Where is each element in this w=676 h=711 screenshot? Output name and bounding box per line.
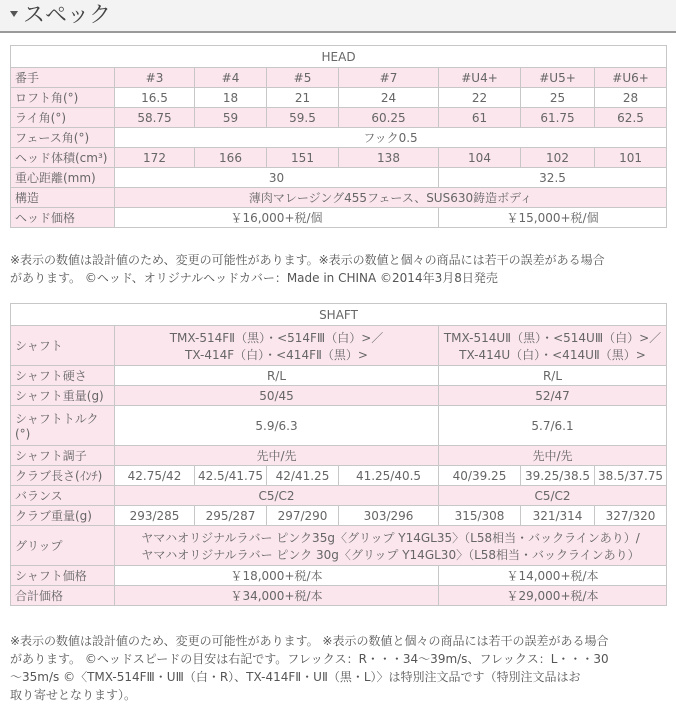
row-label: ヘッド価格 — [11, 208, 115, 228]
shaft-f-cell — [115, 326, 439, 366]
table-row — [11, 326, 667, 366]
table-row — [11, 128, 667, 148]
table-row — [11, 88, 667, 108]
value-cell: 62.5 — [595, 108, 667, 128]
value-cell: 42.5/41.75 — [195, 466, 267, 486]
model-cell: #U4+ — [439, 68, 521, 88]
value-cell: 321/314 — [521, 506, 595, 526]
value-cell: ￥34,000+税/本 — [115, 586, 439, 606]
value-cell: 297/290 — [267, 506, 339, 526]
value-cell: 59.5 — [267, 108, 339, 128]
value-cell: 138 — [339, 148, 439, 168]
value-cell: 327/320 — [595, 506, 667, 526]
value-cell: R/L — [439, 366, 667, 386]
shaft-f-line: TMX-514FⅡ（黒）・<514FⅢ（白）>／ — [169, 330, 384, 345]
grip-cell — [115, 526, 667, 566]
value-cell: 60.25 — [339, 108, 439, 128]
value-cell: ￥14,000+税/本 — [439, 566, 667, 586]
value-cell: 50/45 — [115, 386, 439, 406]
table-row — [11, 486, 667, 506]
value-cell: ￥15,000+税/個 — [439, 208, 667, 228]
shaft-u-cell — [439, 326, 667, 366]
table-row — [11, 168, 667, 188]
row-label: フェース角(°) — [11, 128, 115, 148]
head-header: HEAD — [11, 46, 667, 68]
note-line: ※表示の数値は設計値のため、変更の可能性があります。 ※表示の数値と個々の商品には若干の誤差がある場合 — [10, 634, 609, 648]
row-label: シャフト重量(g) — [11, 386, 115, 406]
row-label: シャフト — [11, 326, 115, 366]
value-cell: 16.5 — [115, 88, 195, 108]
row-label: ロフト角(°) — [11, 88, 115, 108]
row-label: 合計価格 — [11, 586, 115, 606]
value-cell: 293/285 — [115, 506, 195, 526]
value-cell: 5.9/6.3 — [115, 406, 439, 446]
value-cell: ￥16,000+税/個 — [115, 208, 439, 228]
grip-line: ヤマハオリジナルラバー ピンク 30g〈グリップ Y14GL30〉（L58相当・バックラインあり） — [141, 547, 640, 562]
value-cell: 先中/先 — [115, 446, 439, 466]
table-row — [11, 386, 667, 406]
value-cell: ￥29,000+税/本 — [439, 586, 667, 606]
value-cell: 21 — [267, 88, 339, 108]
value-cell: 61.75 — [521, 108, 595, 128]
table-row — [11, 108, 667, 128]
triangle-down-icon — [10, 11, 18, 17]
row-label: グリップ — [11, 526, 115, 566]
section-title: スペック — [23, 3, 112, 28]
row-label: 番手 — [11, 68, 115, 88]
value-cell: 101 — [595, 148, 667, 168]
table-row — [11, 68, 667, 88]
value-cell: 102 — [521, 148, 595, 168]
value-cell: 166 — [195, 148, 267, 168]
table-row — [11, 148, 667, 168]
value-cell: 61 — [439, 108, 521, 128]
model-cell: #U5+ — [521, 68, 595, 88]
table-row — [11, 208, 667, 228]
value-cell: 295/287 — [195, 506, 267, 526]
value-cell: ￥18,000+税/本 — [115, 566, 439, 586]
grip-line: ヤマハオリジナルラバー ピンク35g〈グリップ Y14GL35〉（L58相当・バックラインあり）/ — [141, 530, 640, 545]
value-cell: 薄肉マレージング455フェース、SUS630鋳造ボディ — [115, 188, 667, 208]
value-cell: 39.25/38.5 — [521, 466, 595, 486]
value-cell: R/L — [115, 366, 439, 386]
table-row — [11, 566, 667, 586]
value-cell: 59 — [195, 108, 267, 128]
value-cell: 172 — [115, 148, 195, 168]
model-cell: #7 — [339, 68, 439, 88]
model-cell: #5 — [267, 68, 339, 88]
value-cell: 28 — [595, 88, 667, 108]
value-cell: 30 — [115, 168, 439, 188]
row-label: バランス — [11, 486, 115, 506]
model-cell: #3 — [115, 68, 195, 88]
table-row — [11, 586, 667, 606]
row-label: ヘッド体積(cm³) — [11, 148, 115, 168]
shaft-f-line: TX-414F（白）・<414FⅡ（黒）> — [185, 347, 368, 362]
value-cell: 25 — [521, 88, 595, 108]
value-cell: 42.75/42 — [115, 466, 195, 486]
value-cell: 40/39.25 — [439, 466, 521, 486]
shaft-u-line: TX-414U（白）・<414UⅡ（黒）> — [459, 347, 646, 362]
note-line: ～35m/s ©〈TMX-514FⅢ・UⅢ（白・R）、TX-414FⅡ・UⅡ（黒・L）〉は特別注文品です（特別注文品はお — [10, 670, 581, 684]
value-cell: 58.75 — [115, 108, 195, 128]
value-cell: C5/C2 — [115, 486, 439, 506]
value-cell: 315/308 — [439, 506, 521, 526]
value-cell: 303/296 — [339, 506, 439, 526]
shaft-spec-table — [10, 303, 667, 606]
section-title-bar — [0, 0, 676, 33]
value-cell: 22 — [439, 88, 521, 108]
note-line: があります。 ©ヘッドスピードの目安は右記です。フレックス：R・・・34～39m/s、フレックス：L・・・30 — [10, 652, 609, 666]
note-line: があります。 ©ヘッド、オリジナルヘッドカバー：Made in CHINA ©2014年3月8日発売 — [10, 271, 498, 285]
value-cell: C5/C2 — [439, 486, 667, 506]
row-label: クラブ重量(g) — [11, 506, 115, 526]
shaft-u-line: TMX-514UⅡ（黒）・<514UⅢ（白）>／ — [443, 330, 662, 345]
value-cell: 104 — [439, 148, 521, 168]
table-row — [11, 466, 667, 486]
note-line: 取り寄せとなります）。 — [10, 688, 137, 702]
value-cell: 32.5 — [439, 168, 667, 188]
head-notes — [10, 251, 670, 287]
table-row — [11, 526, 667, 566]
table-row — [11, 446, 667, 466]
row-label: クラブ長さ(ｲﾝﾁ) — [11, 466, 115, 486]
value-cell: 52/47 — [439, 386, 667, 406]
row-label-line: (°) — [15, 427, 31, 441]
value-cell: 38.5/37.75 — [595, 466, 667, 486]
value-cell: 41.25/40.5 — [339, 466, 439, 486]
row-label: シャフト価格 — [11, 566, 115, 586]
shaft-notes — [10, 632, 670, 704]
table-row — [11, 506, 667, 526]
value-cell: 151 — [267, 148, 339, 168]
row-label: シャフト調子 — [11, 446, 115, 466]
note-line: ※表示の数値は設計値のため、変更の可能性があります。※表示の数値と個々の商品には若干の誤差がある場合 — [10, 253, 605, 267]
table-row — [11, 188, 667, 208]
value-cell: 42/41.25 — [267, 466, 339, 486]
row-label-line: シャフトトルク — [15, 412, 99, 426]
row-label — [11, 406, 115, 446]
table-row — [11, 406, 667, 446]
row-label: シャフト硬さ — [11, 366, 115, 386]
model-cell: #4 — [195, 68, 267, 88]
value-cell: 18 — [195, 88, 267, 108]
shaft-header: SHAFT — [11, 304, 667, 326]
value-cell: 24 — [339, 88, 439, 108]
value-cell: 先中/先 — [439, 446, 667, 466]
value-cell: フック0.5 — [115, 128, 667, 148]
head-spec-table — [10, 45, 667, 228]
value-cell: 5.7/6.1 — [439, 406, 667, 446]
model-cell: #U6+ — [595, 68, 667, 88]
row-label: 構造 — [11, 188, 115, 208]
row-label: 重心距離(mm) — [11, 168, 115, 188]
row-label: ライ角(°) — [11, 108, 115, 128]
table-row — [11, 366, 667, 386]
